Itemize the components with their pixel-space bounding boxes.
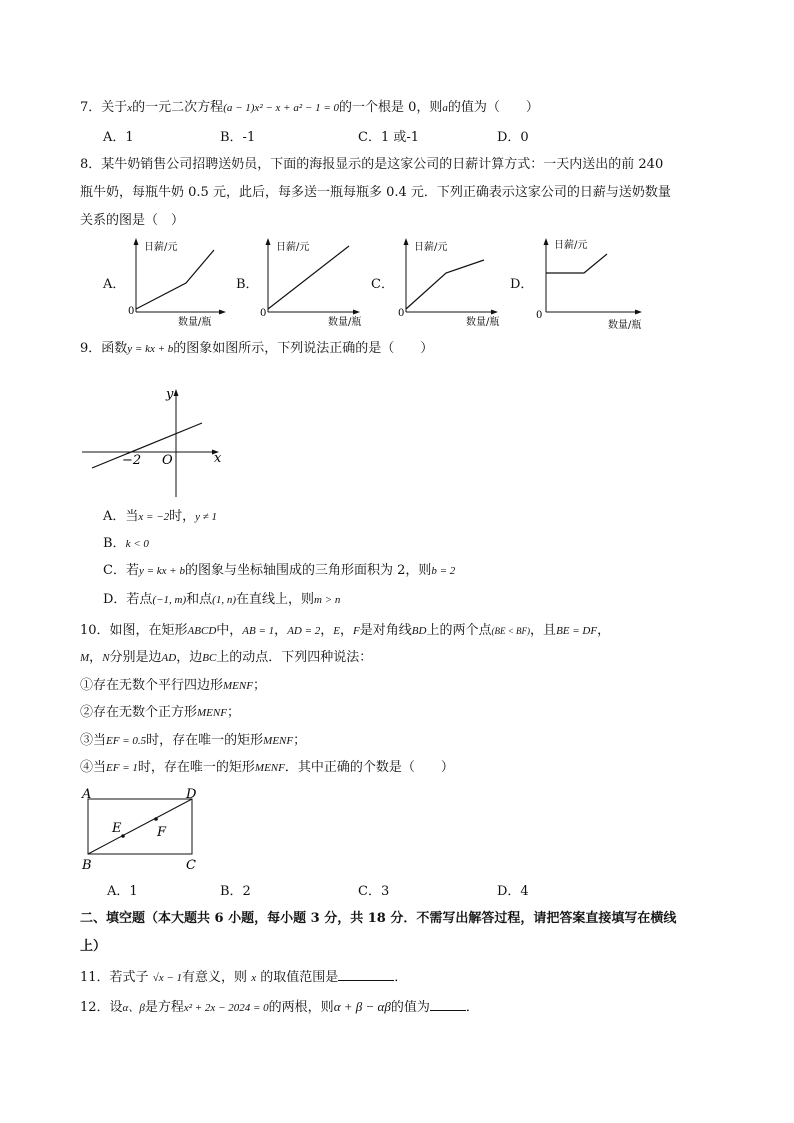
q10-line-2 <box>80 648 372 668</box>
q10-l1-math-3: AD = 2 <box>287 625 321 637</box>
q8-graph-a-line <box>136 250 214 309</box>
q9-option-d-math-3: m > n <box>314 594 341 606</box>
q9-option-a-math-1: x = −2 <box>138 511 170 523</box>
q11-var-x: x <box>251 972 257 984</box>
q10-s3-text-a: ③当 <box>80 733 107 748</box>
section-2-heading-line-1: 二、填空题（本大题共 6 小题，每小题 3 分，共 18 分．不需写出解答过程，请把答案直接填写在横线 <box>80 911 677 926</box>
q9-option-d-math-2: (1, n) <box>212 594 236 606</box>
q9-option-a <box>103 507 217 527</box>
q12-text-end: ． <box>465 1000 479 1015</box>
q10-l1-text-e: ， <box>340 623 354 638</box>
q9-option-b <box>103 534 149 554</box>
q8-graph-d-ylabel: 日薪/元 <box>554 240 588 251</box>
q10-l1-math-8: BE = DF <box>556 625 598 637</box>
q7-option-b: B．-1 <box>220 130 256 145</box>
q10-label-a: A <box>82 787 92 802</box>
q9-option-c-math-1: y = kx + b <box>138 565 185 577</box>
q8-line-1: 8．某牛奶销售公司招聘送奶员，下面的海报显示的是这家公司的日薪计算方式：一天内送出的前 240 <box>80 157 664 172</box>
q9-option-a-text-1: A．当 <box>103 509 139 524</box>
q10-l2-text-d: 上的动点．下列四种说法： <box>216 650 373 665</box>
q8-graph-b-line <box>268 246 349 309</box>
q7-option-d: D．0 <box>497 130 529 145</box>
q12-equation: x² + 2x − 2024 = 0 <box>183 1002 269 1014</box>
q7-option-a: A．1 <box>103 130 134 145</box>
q8-graph-c-xlabel: 数量/瓶 <box>466 317 500 328</box>
q10-statement-3 <box>80 731 306 751</box>
q10-l2-text-c: ，边 <box>176 650 203 665</box>
q10-l2-text-b: 分别是边 <box>109 650 162 665</box>
section-2-heading-line-2: 上） <box>80 939 107 954</box>
q10-option-a: A．1 <box>107 884 138 899</box>
q12-text-2: 是方程 <box>144 1000 184 1015</box>
q10-l1-text-d: ， <box>320 623 334 638</box>
q12-text-1: 12．设 <box>80 1000 123 1015</box>
q9-function-line <box>92 423 202 468</box>
q8-graph-b-origin: 0 <box>260 308 267 319</box>
q8-graph-c-origin: 0 <box>398 308 405 319</box>
q11-radical: √x − 1 <box>152 972 183 984</box>
q10-s2-text-a: ②存在无数个正方形 <box>80 705 198 720</box>
q11-text-end: ． <box>394 970 408 985</box>
q10-rectangle-figure <box>78 782 208 876</box>
q10-label-c: C <box>186 858 196 873</box>
q10-s3-math-2: MENF <box>263 735 294 747</box>
q9-axis-y-label: y <box>166 387 174 402</box>
q10-l2-text-a: ， <box>89 650 103 665</box>
q10-option-c: C．3 <box>358 884 390 899</box>
q9-option-b-math: k < 0 <box>125 538 149 550</box>
q8-line-3: 关系的图是（ ） <box>80 213 185 228</box>
q10-l1-text-h: ，且 <box>530 623 557 638</box>
q10-point-f <box>154 817 158 821</box>
q10-s4-math-2: MENF <box>254 762 285 774</box>
q8-graph-b-xlabel: 数量/瓶 <box>328 317 362 328</box>
q9-option-c <box>103 561 455 581</box>
q7-equation: (a − 1)x² − x + a² − 1 = 0 <box>223 102 339 114</box>
q7-text-3: 的一个根是 0，则 <box>339 100 443 115</box>
q10-l1-text-b: 中， <box>216 623 243 638</box>
q11-answer-blank[interactable] <box>338 966 394 981</box>
q7-text-4: 的值为（ ） <box>447 100 539 115</box>
q10-s2-math: MENF <box>197 707 227 719</box>
q9-option-d <box>103 590 340 610</box>
q10-l1-text-a: 10．如图，在矩形 <box>80 623 188 638</box>
q10-l2-math-3: AD <box>161 652 177 664</box>
q9-option-d-text-3: 在直线上，则 <box>235 592 314 607</box>
q12-expression: α + β − αβ <box>333 999 391 1014</box>
q10-s3-text-b: 时，存在唯一的矩形 <box>146 733 264 748</box>
q11-text-1: 11．若式子 <box>80 970 149 985</box>
q10-s1-text-b: ； <box>252 678 266 693</box>
q10-l1-math-5: F <box>353 625 360 637</box>
q7-var-x: x <box>127 102 133 114</box>
q10-l1-text-g: 上的两个点 <box>426 623 492 638</box>
q9-option-c-text-2: 的图象与坐标轴围成的三角形面积为 2，则 <box>184 563 432 578</box>
q10-l1-math-1: ABCD <box>187 625 217 637</box>
q10-s4-math-1: EF = 1 <box>106 762 138 774</box>
q10-point-e <box>121 834 125 838</box>
q10-l1-math-7: (BE < BF) <box>491 626 531 636</box>
q9-func: y = kx + b <box>127 343 174 355</box>
q12-vars: α、β <box>122 1002 145 1014</box>
q10-l1-math-2: AB = 1 <box>242 625 275 637</box>
q10-l1-math-4: E <box>333 625 341 637</box>
q10-s4-text-b: 时，存在唯一的矩形 <box>137 760 255 775</box>
q7-var-a: a <box>442 102 448 114</box>
q10-l1-text-c: ， <box>274 623 288 638</box>
q9-option-a-text-2: 时， <box>169 509 196 524</box>
q9-option-c-text-1: C．若 <box>103 563 139 578</box>
q8-graph-c-line <box>406 260 484 309</box>
q10-label-e: E <box>112 821 122 836</box>
q10-s3-math-1: EF = 0.5 <box>106 735 147 747</box>
q10-label-b: B <box>82 858 92 873</box>
q9-axis-x-label: x <box>214 451 222 466</box>
q8-option-d: D． <box>510 277 534 292</box>
q8-graph-a-ylabel: 日薪/元 <box>144 242 178 253</box>
q7-option-c: C．1 或-1 <box>358 130 420 145</box>
q10-line-1 <box>80 621 610 641</box>
q10-l1-text-f: 是对角线 <box>359 623 412 638</box>
q8-line-2: 瓶牛奶，每瓶牛奶 0.5 元，此后，每多送一瓶每瓶多 0.4 元．下列正确表示这家公司的日薪与送奶数量 <box>80 185 671 200</box>
q10-l2-math-2: N <box>102 652 110 664</box>
q8-graph-b <box>256 236 372 330</box>
q10-statement-4 <box>80 758 454 778</box>
q12-text-4: 的值为 <box>390 1000 430 1015</box>
q10-statement-2 <box>80 703 240 723</box>
q9-origin-label: O <box>162 453 173 468</box>
q11-text-3: 的取值范围是 <box>260 970 339 985</box>
q11-text-2: 有意义，则 <box>182 970 248 985</box>
q9-option-d-text-2: 和点 <box>186 592 213 607</box>
q10-label-d: D <box>186 787 197 802</box>
q8-graph-d-line <box>546 254 607 273</box>
q7-stem <box>80 98 539 118</box>
q10-statement-1 <box>80 676 266 696</box>
q10-label-f: F <box>157 825 167 840</box>
q10-s1-text-a: ①存在无数个平行四边形 <box>80 678 224 693</box>
q10-l1-text-i: ， <box>597 623 611 638</box>
q10-s4-text-a: ④当 <box>80 760 107 775</box>
q8-option-a: A． <box>103 277 126 292</box>
q7-text-1: 7．关于 <box>80 100 128 115</box>
q8-graph-a <box>124 236 236 330</box>
q9-text-1: 9．函数 <box>80 341 128 356</box>
q10-l2-math-4: BC <box>202 652 217 664</box>
q7-text-2: 的一元二次方程 <box>132 100 224 115</box>
q10-s1-math: MENF <box>223 680 253 692</box>
q12-text-3: 的两根，则 <box>268 1000 334 1015</box>
q9-option-a-math-2: y ≠ 1 <box>195 511 218 523</box>
q10-s2-text-b: ； <box>226 705 240 720</box>
q8-graph-d-xlabel: 数量/瓶 <box>608 320 642 331</box>
q12-answer-blank[interactable] <box>430 996 466 1011</box>
q9-graph <box>78 380 228 502</box>
q10-l1-math-6: BD <box>411 625 427 637</box>
q10-option-b: B．2 <box>220 884 251 899</box>
q9-option-b-text: B． <box>103 536 126 551</box>
q9-option-c-math-2: b = 2 <box>431 565 456 577</box>
q9-text-2: 的图象如图所示，下列说法正确的是（ ） <box>173 341 434 356</box>
q8-graph-c-ylabel: 日薪/元 <box>414 242 448 253</box>
q9-tick-label: −2 <box>122 453 142 468</box>
q8-graph-b-ylabel: 日薪/元 <box>276 242 310 253</box>
q9-stem <box>80 339 433 359</box>
q10-s4-text-c: ．其中正确的个数是（ ） <box>284 760 454 775</box>
q9-option-d-text-1: D．若点 <box>103 592 153 607</box>
q8-graph-d-origin: 0 <box>536 310 543 321</box>
q8-option-c: C． <box>371 277 394 292</box>
q12-stem <box>80 996 479 1018</box>
q10-l2-math-1: M <box>80 652 90 664</box>
q10-s3-text-c: ； <box>293 733 307 748</box>
q11-stem <box>80 966 407 988</box>
q9-option-d-math-1: (−1, m) <box>152 594 187 606</box>
q10-option-d: D．4 <box>497 884 529 899</box>
q8-graph-a-origin: 0 <box>128 306 135 317</box>
q8-graph-d <box>532 236 656 332</box>
q8-graph-c <box>394 236 510 330</box>
q8-graph-a-xlabel: 数量/瓶 <box>178 317 212 328</box>
q8-option-b: B． <box>236 277 259 292</box>
